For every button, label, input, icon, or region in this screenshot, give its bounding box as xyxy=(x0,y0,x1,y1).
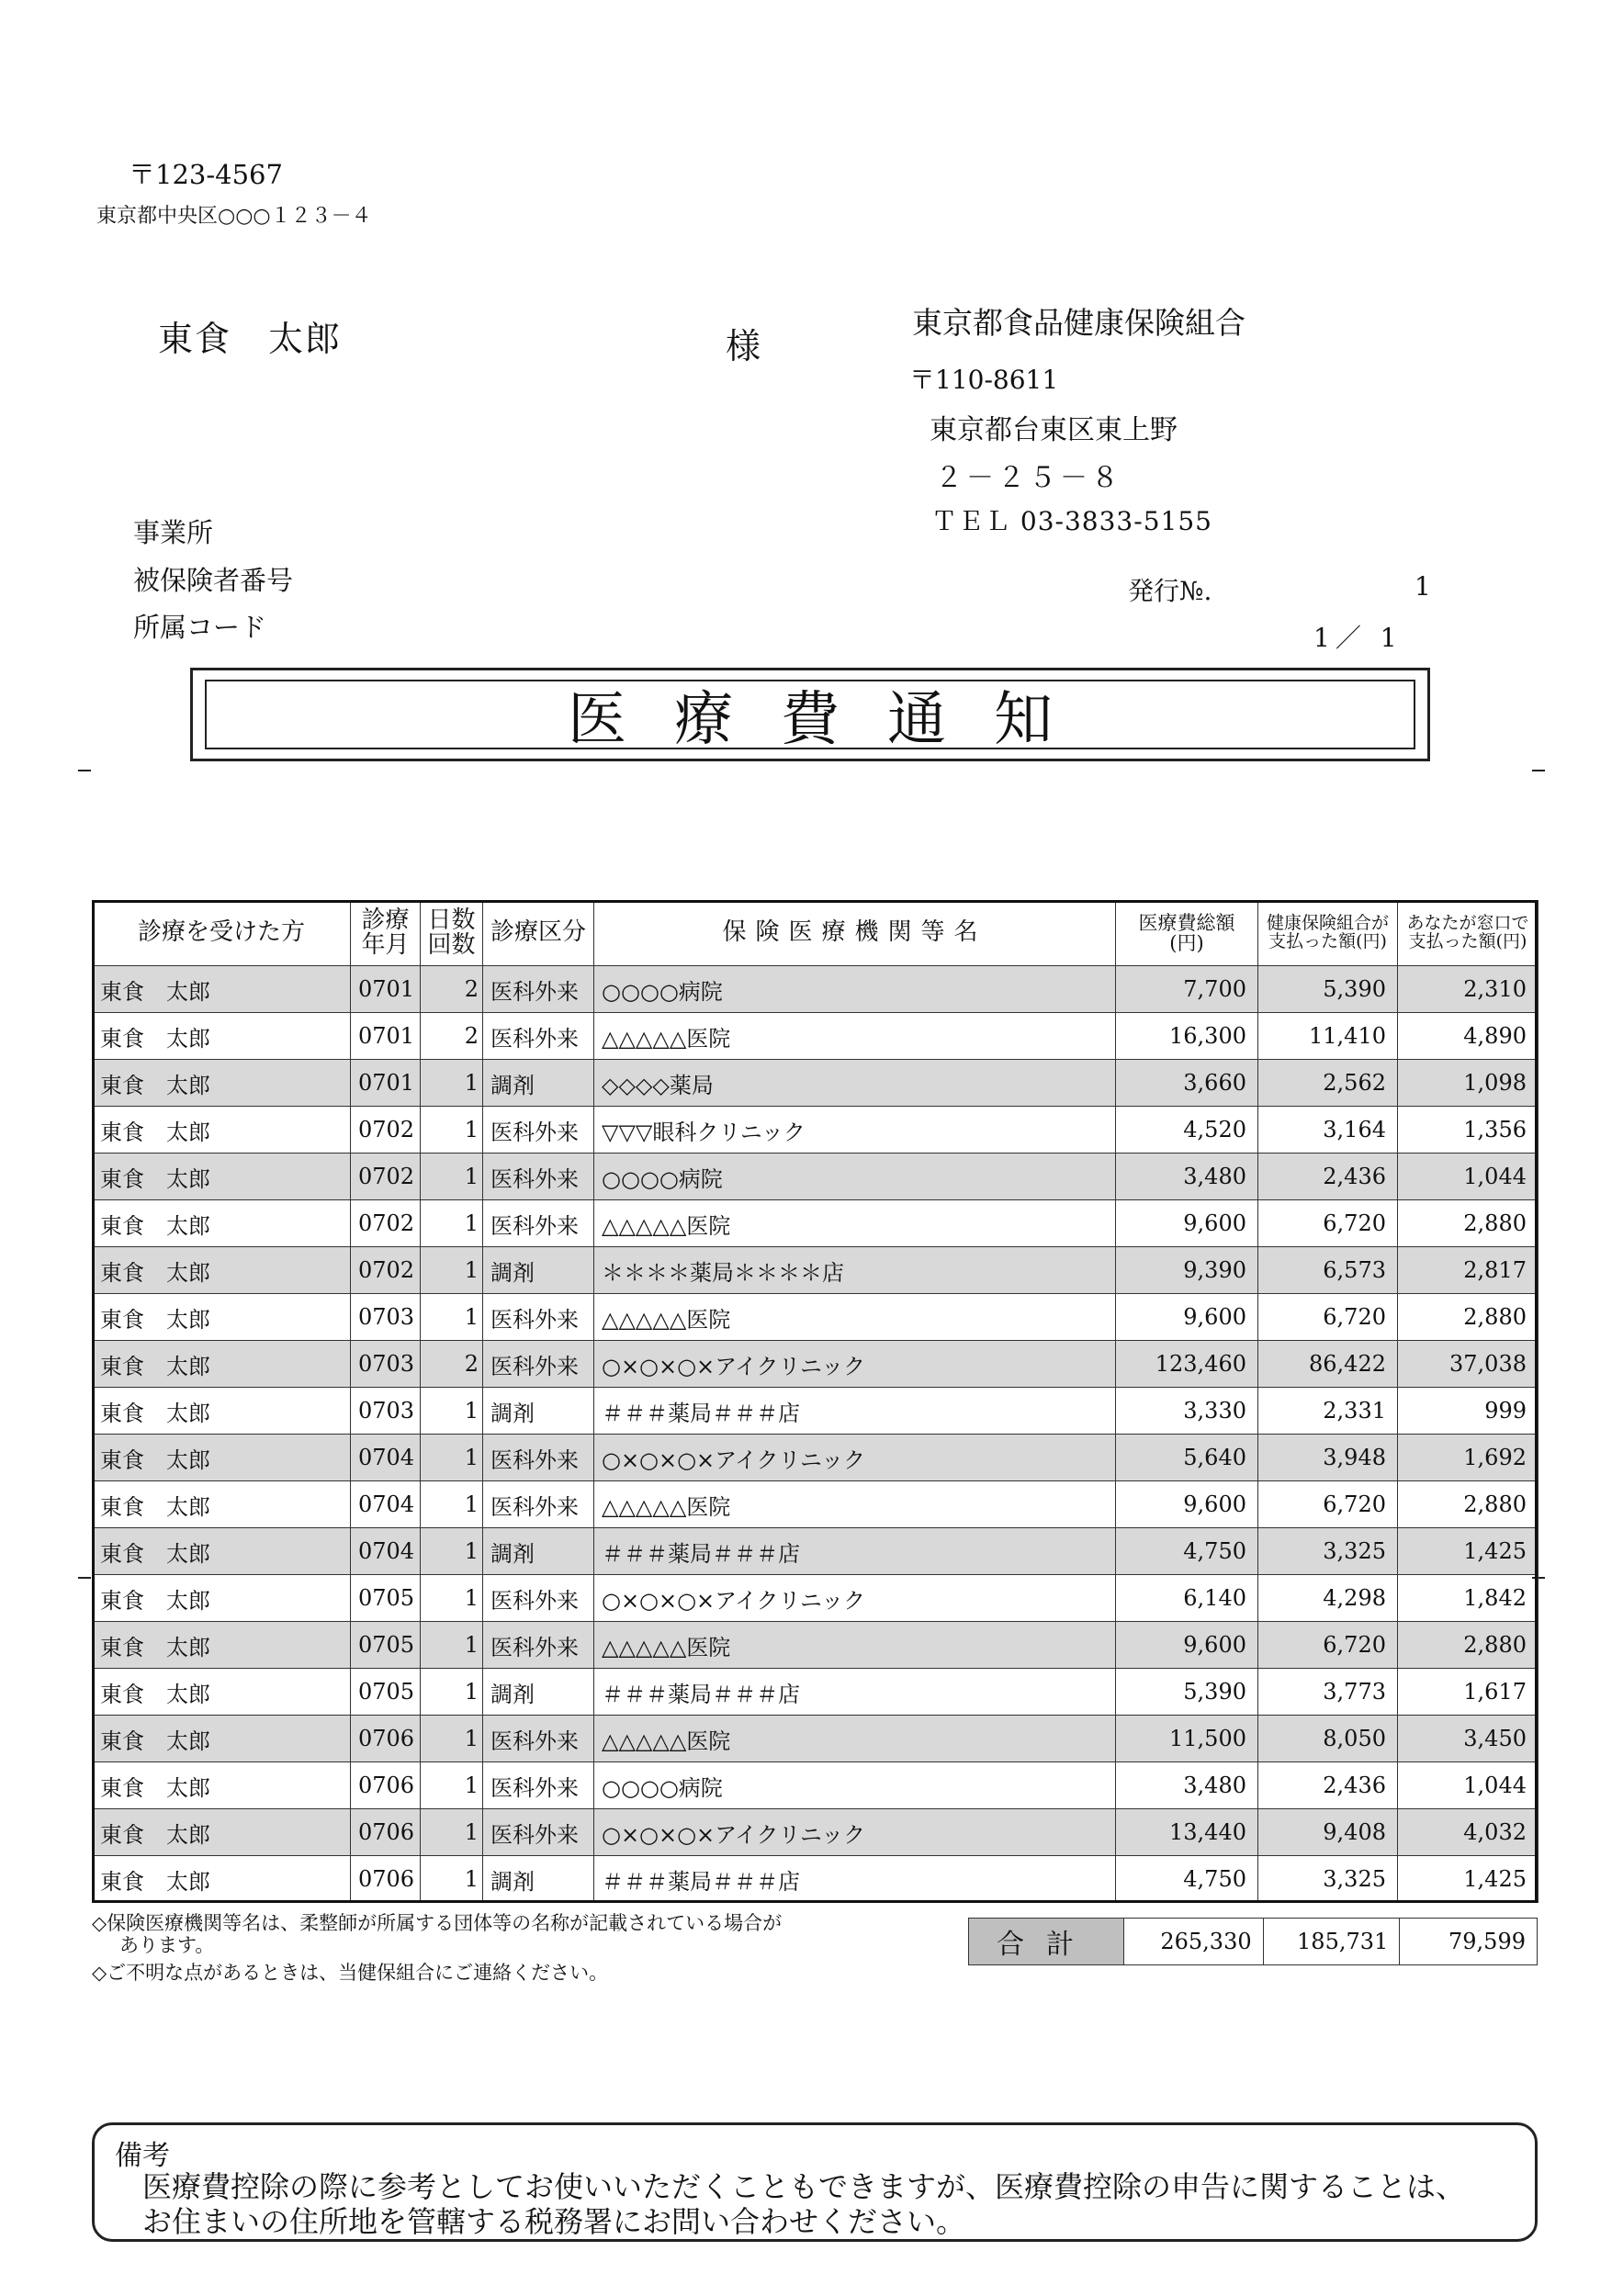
cell-you-paid: 2,310 xyxy=(1398,966,1538,1013)
cell-you-paid: 1,425 xyxy=(1398,1528,1538,1575)
cell-total-cost: 5,640 xyxy=(1116,1435,1258,1481)
table-row xyxy=(93,1154,1538,1200)
cell-patient: 東食 太郎 xyxy=(93,1856,351,1903)
cell-days: 1 xyxy=(421,1107,483,1154)
note-contact: ◇ご不明な点があるときは、当健保組合にご連絡ください。 xyxy=(92,1962,609,1984)
note-institution-name-cont: あります。 xyxy=(119,1934,215,1956)
cell-union-paid: 2,562 xyxy=(1258,1060,1398,1107)
cell-patient: 東食 太郎 xyxy=(93,1013,351,1060)
document-title: 医療費通知 xyxy=(568,686,1100,754)
cell-total-cost: 4,750 xyxy=(1116,1528,1258,1575)
table-row xyxy=(93,1716,1538,1762)
cell-days: 1 xyxy=(421,1622,483,1669)
honorific: 様 xyxy=(726,326,761,366)
issuer-address-line2: ２－２５－８ xyxy=(935,462,1122,494)
cell-category: 調剤 xyxy=(483,1388,594,1435)
issuer-address-line1: 東京都台東区東上野 xyxy=(930,414,1178,446)
table-row xyxy=(93,1013,1538,1060)
cell-you-paid: 1,425 xyxy=(1398,1856,1538,1903)
cell-union-paid: 11,410 xyxy=(1258,1013,1398,1060)
cell-union-paid: 3,164 xyxy=(1258,1107,1398,1154)
cell-patient: 東食 太郎 xyxy=(93,1200,351,1247)
table-row xyxy=(93,1669,1538,1716)
table-row xyxy=(93,1622,1538,1669)
office-label: 事業所 xyxy=(133,517,214,548)
cell-union-paid: 6,720 xyxy=(1258,1200,1398,1247)
issuer-name: 東京都食品健康保険組合 xyxy=(912,305,1245,341)
cell-month: 0701 xyxy=(351,966,421,1013)
cell-category: 医科外来 xyxy=(483,1154,594,1200)
cell-category: 医科外来 xyxy=(483,1622,594,1669)
cell-institution: △△△△△医院 xyxy=(594,1200,1116,1247)
fold-mark xyxy=(78,770,91,771)
cell-you-paid: 1,617 xyxy=(1398,1669,1538,1716)
cell-institution: ＃＃＃薬局＃＃＃店 xyxy=(594,1856,1116,1903)
cell-category: 医科外来 xyxy=(483,1481,594,1528)
cell-category: 医科外来 xyxy=(483,1435,594,1481)
cell-patient: 東食 太郎 xyxy=(93,1154,351,1200)
cell-union-paid: 6,720 xyxy=(1258,1481,1398,1528)
cell-category: 医科外来 xyxy=(483,1200,594,1247)
dept-code-label: 所属コード xyxy=(133,612,267,643)
cell-union-paid: 6,720 xyxy=(1258,1294,1398,1341)
cell-category: 医科外来 xyxy=(483,1107,594,1154)
remarks-box xyxy=(92,2122,1538,2242)
cell-month: 0705 xyxy=(351,1669,421,1716)
cell-days: 1 xyxy=(421,1669,483,1716)
issuer-telephone: ＴＥＬ 03-3833-5155 xyxy=(931,506,1212,536)
cell-days: 1 xyxy=(421,1481,483,1528)
issuer-postal-code: 〒110-8611 xyxy=(909,365,1059,395)
totals-label: 合計 xyxy=(969,1919,1124,1965)
cell-total-cost: 7,700 xyxy=(1116,966,1258,1013)
header-month: 診療 年月 xyxy=(351,901,421,966)
cell-union-paid: 8,050 xyxy=(1258,1716,1398,1762)
table-row xyxy=(93,1528,1538,1575)
cell-union-paid: 3,773 xyxy=(1258,1669,1398,1716)
cell-union-paid: 9,408 xyxy=(1258,1809,1398,1856)
cell-patient: 東食 太郎 xyxy=(93,1528,351,1575)
cell-institution: ＃＃＃薬局＃＃＃店 xyxy=(594,1528,1116,1575)
cell-patient: 東食 太郎 xyxy=(93,1107,351,1154)
cell-total-cost: 9,600 xyxy=(1116,1481,1258,1528)
cell-month: 0701 xyxy=(351,1013,421,1060)
table-row xyxy=(93,966,1538,1013)
table-row xyxy=(93,1388,1538,1435)
medical-cost-table xyxy=(92,900,1538,1903)
addressee-postal-code: 〒123-4567 xyxy=(129,159,283,190)
header-days: 日数 回数 xyxy=(421,901,483,966)
cell-category: 医科外来 xyxy=(483,1762,594,1809)
cell-institution: △△△△△医院 xyxy=(594,1013,1116,1060)
cell-category: 医科外来 xyxy=(483,1809,594,1856)
insured-number-label: 被保険者番号 xyxy=(133,565,294,596)
cell-total-cost: 9,390 xyxy=(1116,1247,1258,1294)
cell-category: 医科外来 xyxy=(483,1013,594,1060)
cell-you-paid: 1,842 xyxy=(1398,1575,1538,1622)
cell-days: 1 xyxy=(421,1200,483,1247)
header-patient: 診療を受けた方 xyxy=(93,901,351,966)
cell-you-paid: 2,880 xyxy=(1398,1294,1538,1341)
cell-total-cost: 3,660 xyxy=(1116,1060,1258,1107)
remarks-label: 備考 xyxy=(115,2140,170,2172)
remarks-text-line1: 医療費控除の際に参考としてお使いいただくこともできますが、医療費控除の申告に関することは、 xyxy=(142,2169,1466,2204)
cell-total-cost: 4,750 xyxy=(1116,1856,1258,1903)
fold-mark xyxy=(78,1577,91,1579)
cell-union-paid: 6,573 xyxy=(1258,1247,1398,1294)
cell-you-paid: 1,044 xyxy=(1398,1154,1538,1200)
cell-institution: ○○○○病院 xyxy=(594,966,1116,1013)
table-row xyxy=(93,1575,1538,1622)
cell-days: 1 xyxy=(421,1762,483,1809)
cell-institution: ○×○×○×アイクリニック xyxy=(594,1575,1116,1622)
cell-you-paid: 1,098 xyxy=(1398,1060,1538,1107)
table-row xyxy=(93,1481,1538,1528)
cell-month: 0706 xyxy=(351,1856,421,1903)
cell-days: 1 xyxy=(421,1575,483,1622)
cell-patient: 東食 太郎 xyxy=(93,966,351,1013)
cell-patient: 東食 太郎 xyxy=(93,1669,351,1716)
cell-month: 0704 xyxy=(351,1528,421,1575)
cell-total-cost: 4,520 xyxy=(1116,1107,1258,1154)
addressee-address: 東京都中央区○○○１２３－４ xyxy=(96,205,372,228)
cell-month: 0702 xyxy=(351,1154,421,1200)
cell-patient: 東食 太郎 xyxy=(93,1481,351,1528)
cell-you-paid: 2,880 xyxy=(1398,1622,1538,1669)
cell-institution: ○×○×○×アイクリニック xyxy=(594,1809,1116,1856)
table-row xyxy=(93,1294,1538,1341)
cell-total-cost: 16,300 xyxy=(1116,1013,1258,1060)
cell-category: 医科外来 xyxy=(483,1716,594,1762)
cell-institution: ○×○×○×アイクリニック xyxy=(594,1435,1116,1481)
cell-month: 0704 xyxy=(351,1435,421,1481)
cell-month: 0706 xyxy=(351,1762,421,1809)
cell-you-paid: 37,038 xyxy=(1398,1341,1538,1388)
cell-you-paid: 4,890 xyxy=(1398,1013,1538,1060)
cell-institution: ○×○×○×アイクリニック xyxy=(594,1341,1116,1388)
cell-total-cost: 3,480 xyxy=(1116,1762,1258,1809)
cell-union-paid: 2,436 xyxy=(1258,1762,1398,1809)
header-you-paid: あなたが窓口で 支払った額(円) xyxy=(1398,901,1538,966)
cell-patient: 東食 太郎 xyxy=(93,1294,351,1341)
cell-you-paid: 4,032 xyxy=(1398,1809,1538,1856)
cell-union-paid: 3,325 xyxy=(1258,1528,1398,1575)
cell-days: 2 xyxy=(421,966,483,1013)
cell-you-paid: 2,817 xyxy=(1398,1247,1538,1294)
table-row xyxy=(93,1107,1538,1154)
note-institution-name: ◇保険医療機関等名は、柔整師が所属する団体等の名称が記載されている場合が xyxy=(92,1912,783,1934)
cell-you-paid: 1,044 xyxy=(1398,1762,1538,1809)
cell-union-paid: 3,325 xyxy=(1258,1856,1398,1903)
cell-month: 0702 xyxy=(351,1107,421,1154)
cell-you-paid: 2,880 xyxy=(1398,1200,1538,1247)
cell-union-paid: 6,720 xyxy=(1258,1622,1398,1669)
cell-institution: ○○○○病院 xyxy=(594,1154,1116,1200)
table-row xyxy=(93,1200,1538,1247)
cell-institution: ＊＊＊＊薬局＊＊＊＊店 xyxy=(594,1247,1116,1294)
cell-days: 1 xyxy=(421,1856,483,1903)
cell-union-paid: 4,298 xyxy=(1258,1575,1398,1622)
cell-category: 調剤 xyxy=(483,1856,594,1903)
cell-month: 0702 xyxy=(351,1200,421,1247)
cell-total-cost: 3,330 xyxy=(1116,1388,1258,1435)
cell-patient: 東食 太郎 xyxy=(93,1762,351,1809)
title-inner-frame xyxy=(205,680,1415,754)
cell-you-paid: 1,692 xyxy=(1398,1435,1538,1481)
header-category: 診療区分 xyxy=(483,901,594,966)
table-row xyxy=(93,1809,1538,1856)
header-total-cost: 医療費総額 (円) xyxy=(1116,901,1258,966)
cell-patient: 東食 太郎 xyxy=(93,1716,351,1762)
header-union-paid: 健康保険組合が 支払った額(円) xyxy=(1258,901,1398,966)
issue-number-label: 発行№. xyxy=(1128,576,1212,606)
cell-patient: 東食 太郎 xyxy=(93,1388,351,1435)
cell-days: 1 xyxy=(421,1388,483,1435)
cell-you-paid: 2,880 xyxy=(1398,1481,1538,1528)
cell-patient: 東食 太郎 xyxy=(93,1435,351,1481)
cell-you-paid: 3,450 xyxy=(1398,1716,1538,1762)
cell-patient: 東食 太郎 xyxy=(93,1809,351,1856)
cell-total-cost: 9,600 xyxy=(1116,1294,1258,1341)
cell-month: 0705 xyxy=(351,1575,421,1622)
cell-month: 0701 xyxy=(351,1060,421,1107)
totals-you-paid: 79,599 xyxy=(1400,1919,1538,1965)
cell-institution: ◇◇◇◇薬局 xyxy=(594,1060,1116,1107)
cell-institution: ＃＃＃薬局＃＃＃店 xyxy=(594,1669,1116,1716)
cell-days: 1 xyxy=(421,1294,483,1341)
table-header-row xyxy=(93,901,1538,966)
cell-category: 医科外来 xyxy=(483,966,594,1013)
cell-days: 1 xyxy=(421,1247,483,1294)
table-row xyxy=(93,1856,1538,1903)
cell-category: 調剤 xyxy=(483,1060,594,1107)
cell-total-cost: 9,600 xyxy=(1116,1200,1258,1247)
cell-union-paid: 2,331 xyxy=(1258,1388,1398,1435)
header-institution: 保険医療機関等名 xyxy=(594,901,1116,966)
cell-institution: ▽▽▽眼科クリニック xyxy=(594,1107,1116,1154)
cell-institution: △△△△△医院 xyxy=(594,1622,1116,1669)
cell-union-paid: 2,436 xyxy=(1258,1154,1398,1200)
cell-total-cost: 5,390 xyxy=(1116,1669,1258,1716)
cell-month: 0702 xyxy=(351,1247,421,1294)
cell-institution: ○○○○病院 xyxy=(594,1762,1116,1809)
cell-month: 0704 xyxy=(351,1481,421,1528)
cell-total-cost: 11,500 xyxy=(1116,1716,1258,1762)
cell-patient: 東食 太郎 xyxy=(93,1341,351,1388)
cell-month: 0706 xyxy=(351,1809,421,1856)
table-body xyxy=(93,966,1538,1903)
totals-total-cost: 265,330 xyxy=(1123,1919,1263,1965)
table-row xyxy=(93,1060,1538,1107)
cell-days: 2 xyxy=(421,1341,483,1388)
cell-category: 調剤 xyxy=(483,1247,594,1294)
cell-month: 0705 xyxy=(351,1622,421,1669)
cell-institution: △△△△△医院 xyxy=(594,1481,1116,1528)
cell-month: 0706 xyxy=(351,1716,421,1762)
cell-institution: △△△△△医院 xyxy=(594,1294,1116,1341)
title-box xyxy=(190,668,1430,761)
cell-institution: △△△△△医院 xyxy=(594,1716,1116,1762)
cell-union-paid: 5,390 xyxy=(1258,966,1398,1013)
cell-days: 2 xyxy=(421,1013,483,1060)
table-row xyxy=(93,1341,1538,1388)
table-row xyxy=(93,1435,1538,1481)
issue-number-value: 1 xyxy=(1414,571,1431,602)
cell-category: 調剤 xyxy=(483,1528,594,1575)
cell-days: 1 xyxy=(421,1435,483,1481)
cell-month: 0703 xyxy=(351,1341,421,1388)
cell-days: 1 xyxy=(421,1528,483,1575)
cell-category: 調剤 xyxy=(483,1669,594,1716)
remarks-text-line2: お住まいの住所地を管轄する税務署にお問い合わせください。 xyxy=(142,2204,966,2239)
fold-mark xyxy=(1532,770,1545,771)
cell-patient: 東食 太郎 xyxy=(93,1247,351,1294)
table-row xyxy=(93,1762,1538,1809)
totals-row xyxy=(968,1918,1538,1965)
cell-month: 0703 xyxy=(351,1294,421,1341)
cell-category: 医科外来 xyxy=(483,1341,594,1388)
cell-days: 1 xyxy=(421,1716,483,1762)
cell-category: 医科外来 xyxy=(483,1294,594,1341)
cell-union-paid: 86,422 xyxy=(1258,1341,1398,1388)
cell-days: 1 xyxy=(421,1154,483,1200)
page-count: 1／ 1 xyxy=(1313,623,1403,653)
cell-category: 医科外来 xyxy=(483,1575,594,1622)
table-row xyxy=(93,1247,1538,1294)
cell-patient: 東食 太郎 xyxy=(93,1575,351,1622)
cell-days: 1 xyxy=(421,1809,483,1856)
cell-patient: 東食 太郎 xyxy=(93,1060,351,1107)
addressee-name: 東食 太郎 xyxy=(158,319,343,359)
cell-union-paid: 3,948 xyxy=(1258,1435,1398,1481)
cell-total-cost: 3,480 xyxy=(1116,1154,1258,1200)
cell-patient: 東食 太郎 xyxy=(93,1622,351,1669)
cell-total-cost: 9,600 xyxy=(1116,1622,1258,1669)
cell-days: 1 xyxy=(421,1060,483,1107)
cell-month: 0703 xyxy=(351,1388,421,1435)
cell-total-cost: 6,140 xyxy=(1116,1575,1258,1622)
totals-union-paid: 185,731 xyxy=(1263,1919,1400,1965)
cell-institution: ＃＃＃薬局＃＃＃店 xyxy=(594,1388,1116,1435)
cell-total-cost: 123,460 xyxy=(1116,1341,1258,1388)
cell-you-paid: 1,356 xyxy=(1398,1107,1538,1154)
cell-you-paid: 999 xyxy=(1398,1388,1538,1435)
cell-total-cost: 13,440 xyxy=(1116,1809,1258,1856)
